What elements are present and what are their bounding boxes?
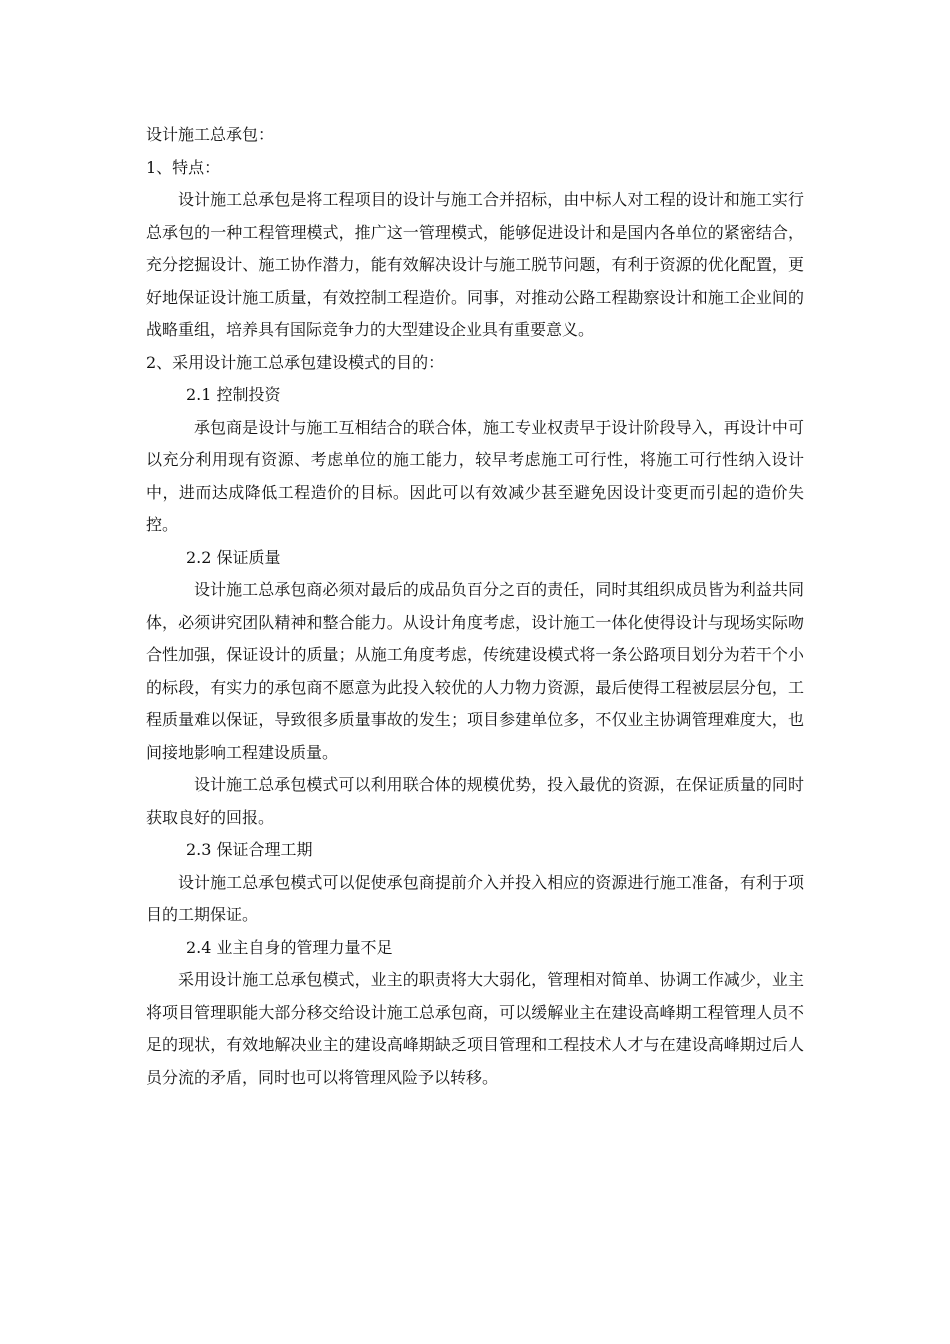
section-2-4-paragraph: 采用设计施工总承包模式，业主的职责将大大弱化，管理相对简单、协调工作减少，业主将项目管理职能大部分移交给设计施工总承包商，可以缓解业主在建设高峰期工程管理人员不足的现状，有效地解决业主的建设高峰期缺乏项目管理和工程技术人才与在建设高峰期过后人员分流的矛盾，同时也可以将管理风险予以转移。 [146,970,804,1087]
doc-title: 设计施工总承包： [146,125,275,144]
section-2-3-heading: 2.3 保证合理工期 [186,840,313,859]
section-1-heading: 1、特点： [146,157,221,177]
section-2-2-paragraph-2: 设计施工总承包模式可以利用联合体的规模优势，投入最优的资源，在保证质量的同时获取良好的回报。 [146,775,804,827]
section-2-3-paragraph: 设计施工总承包模式可以促使承包商提前介入并投入相应的资源进行施工准备，有利于项目的工期保证。 [146,872,804,924]
section-1-paragraph: 设计施工总承包是将工程项目的设计与施工合并招标，由中标人对工程的设计和施工实行总承包的一种工程管理模式，推广这一管理模式，能够促进设计和是国内各单位的紧密结合，充分挖掘设计、施工协作潜力，能有效解决设计与施工脱节问题，有利于资源的优化配置，更好地保证设计施工质量，有效控制工程造价。同事，对推动公路工程勘察设计和施工企业间的战略重组，培养具有国际竞争力的大型建设企业具有重要意义。 [146,190,804,339]
section-2-2-heading: 2.2 保证质量 [186,547,281,567]
section-2-heading: 2、采用设计施工总承包建设模式的目的： [146,352,445,372]
section-2-1-paragraph: 承包商是设计与施工互相结合的联合体，施工专业权责早于设计阶段导入，再设计中可以充分利用现有资源、考虑单位的施工能力，较早考虑施工可行性，将施工可行性纳入设计中，进而达成降低工程造价的目标。因此可以有效减少甚至避免因设计变更而引起的造价失控。 [146,417,804,534]
section-2-4-heading: 2.4 业主自身的管理力量不足 [186,937,393,957]
section-2-1-heading: 2.1 控制投资 [186,385,281,404]
section-2-2-paragraph-1: 设计施工总承包商必须对最后的成品负百分之百的责任，同时其组织成员皆为利益共同体，必须讲究团队精神和整合能力。从设计角度考虑，设计施工一体化使得设计与现场实际吻合性加强，保证设计的质量；从施工角度考虑，传统建设模式将一条公路项目划分为若干个小的标段，有实力的承包商不愿意为此投入较优的人力物力资源，最后使得工程被层层分包，工程质量难以保证，导致很多质量事故的发生；项目参建单位多，不仅业主协调管理难度大，也间接地影响工程建设质量。 [146,580,804,762]
